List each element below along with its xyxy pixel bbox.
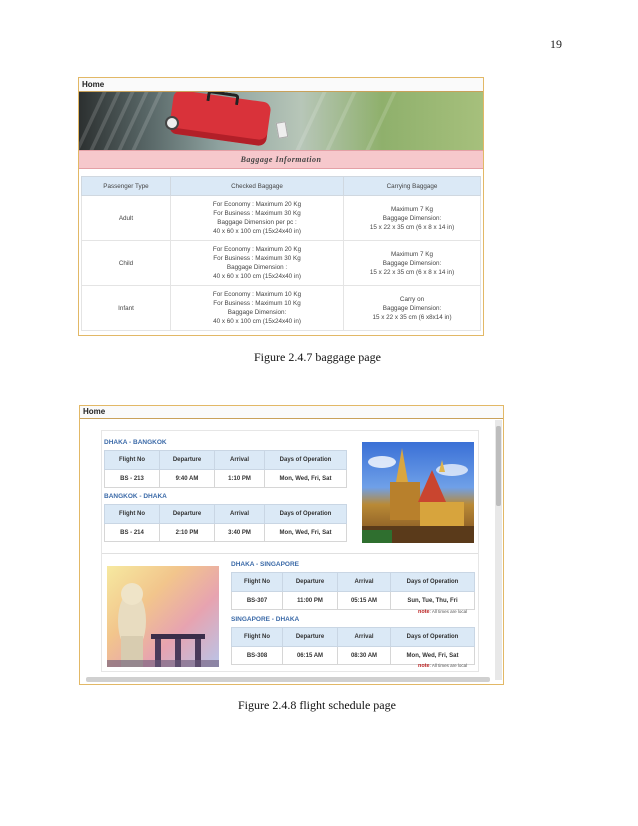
header-flight-no: Flight No — [105, 451, 160, 470]
checked-baggage-cell — [171, 286, 344, 331]
flight-table — [104, 450, 347, 488]
checked-line: For Business : Maximum 30 Kg — [213, 210, 301, 217]
carry-line: Baggage Dimension: — [382, 259, 442, 267]
days-of-operation: Sun, Tue, Thu, Fri — [391, 592, 475, 610]
baggage-info-title: Baggage Information — [79, 150, 483, 169]
header-carrying-baggage: Carrying Baggage — [344, 177, 481, 196]
table-row — [82, 241, 481, 286]
carry-baggage-cell — [344, 241, 481, 286]
carry-line: Baggage Dimension: — [382, 214, 442, 222]
arrival-time: 05:15 AM — [338, 592, 391, 610]
route-title: DHAKA - SINGAPORE — [231, 561, 300, 568]
days-of-operation: Mon, Wed, Fri, Sat — [391, 647, 475, 665]
carry-line: Carry on — [399, 295, 425, 303]
local-time-note — [418, 609, 467, 615]
section-divider — [102, 553, 478, 554]
bangkok-temple-image — [362, 442, 474, 543]
flight-table — [231, 572, 475, 610]
flight-schedule-screenshot — [79, 405, 504, 685]
header-flight-no: Flight No — [232, 573, 283, 592]
departure-time: 11:00 PM — [283, 592, 338, 610]
header-passenger-type: Passenger Type — [82, 177, 171, 196]
flight-table — [104, 504, 347, 542]
passenger-type: Adult — [82, 196, 171, 241]
header-checked-baggage: Checked Baggage — [171, 177, 344, 196]
checked-line: For Business : Maximum 30 Kg — [213, 255, 301, 262]
header-arrival: Arrival — [215, 505, 265, 524]
header-departure: Departure — [283, 573, 338, 592]
route-title: SINGAPORE - DHAKA — [231, 616, 300, 623]
arrival-time: 3:40 PM — [215, 524, 265, 542]
table-row — [82, 286, 481, 331]
schedule-panel — [101, 430, 479, 672]
checked-line: For Business : Maximum 10 Kg — [213, 300, 301, 307]
checked-line: Baggage Dimension per pc : — [217, 219, 297, 226]
local-time-note — [418, 663, 467, 669]
header-days: Days of Operation — [391, 573, 475, 592]
table-row — [232, 647, 475, 665]
passenger-type: Child — [82, 241, 171, 286]
note-text: : All times are local — [429, 663, 468, 668]
carry-line: Maximum 7 Kg — [391, 205, 433, 213]
header-arrival: Arrival — [338, 573, 391, 592]
horizontal-scrollbar[interactable] — [86, 677, 490, 682]
header-departure: Departure — [283, 628, 338, 647]
header-days: Days of Operation — [265, 505, 347, 524]
header-flight-no: Flight No — [232, 628, 283, 647]
header-departure: Departure — [160, 505, 215, 524]
arrival-time: 1:10 PM — [215, 470, 265, 488]
header-flight-no: Flight No — [105, 505, 160, 524]
figure-caption-baggage: Figure 2.4.7 baggage page — [254, 350, 381, 364]
table-row — [82, 196, 481, 241]
flight-no: BS-307 — [232, 592, 283, 610]
header-days: Days of Operation — [391, 628, 475, 647]
checked-baggage-cell — [171, 196, 344, 241]
arrival-time: 08:30 AM — [338, 647, 391, 665]
flight-no: BS - 214 — [105, 524, 160, 542]
carry-line: 15 x 22 x 35 cm (6 x 8 x 14 in) — [369, 268, 455, 276]
checked-line: For Economy : Maximum 20 Kg — [212, 246, 302, 253]
days-of-operation: Mon, Wed, Fri, Sat — [265, 470, 347, 488]
flight-table — [231, 627, 475, 665]
checked-line: Baggage Dimension : — [226, 264, 288, 271]
flight-no: BS-308 — [232, 647, 283, 665]
note-label: note — [418, 663, 430, 669]
baggage-banner-image — [79, 92, 483, 150]
figure-caption-flight-schedule: Figure 2.4.8 flight schedule page — [238, 698, 396, 712]
page-number: 19 — [550, 37, 562, 51]
departure-time: 06:15 AM — [283, 647, 338, 665]
table-row — [105, 470, 347, 488]
carry-line: Baggage Dimension: — [382, 304, 442, 312]
passenger-type: Infant — [82, 286, 171, 331]
route-title: BANGKOK - DHAKA — [104, 493, 167, 500]
checked-line: 40 x 60 x 100 cm (15x24x40 in) — [213, 273, 301, 280]
singapore-merlion-image — [107, 566, 219, 667]
carry-line: 15 x 22 x 35 cm (6 x8x14 in) — [372, 313, 452, 321]
home-link[interactable]: Home — [79, 78, 483, 92]
header-arrival: Arrival — [338, 628, 391, 647]
table-row — [232, 592, 475, 610]
header-departure: Departure — [160, 451, 215, 470]
table-row — [105, 524, 347, 542]
carry-baggage-cell — [344, 196, 481, 241]
checked-line: 40 x 60 x 100 cm (15x24x40 in) — [213, 318, 301, 325]
checked-baggage-cell — [171, 241, 344, 286]
vertical-scrollbar[interactable] — [495, 420, 502, 680]
checked-line: For Economy : Maximum 10 Kg — [212, 291, 302, 298]
checked-line: For Economy : Maximum 20 Kg — [212, 201, 302, 208]
carry-line: Maximum 7 Kg — [391, 250, 433, 258]
header-days: Days of Operation — [265, 451, 347, 470]
carry-line: 15 x 22 x 35 cm (6 x 8 x 14 in) — [369, 223, 455, 231]
note-text: : All times are local — [429, 609, 468, 614]
baggage-table — [81, 176, 481, 331]
home-link[interactable]: Home — [80, 406, 503, 419]
route-title: DHAKA - BANGKOK — [104, 439, 167, 446]
baggage-page-screenshot — [78, 77, 484, 336]
days-of-operation: Mon, Wed, Fri, Sat — [265, 524, 347, 542]
carry-baggage-cell — [344, 286, 481, 331]
checked-line: 40 x 60 x 100 cm (15x24x40 in) — [213, 228, 301, 235]
header-arrival: Arrival — [215, 451, 265, 470]
scrollbar-thumb[interactable] — [496, 426, 501, 506]
departure-time: 9:40 AM — [160, 470, 215, 488]
departure-time: 2:10 PM — [160, 524, 215, 542]
note-label: note — [418, 609, 430, 615]
checked-line: Baggage Dimension: — [227, 309, 287, 316]
flight-no: BS - 213 — [105, 470, 160, 488]
